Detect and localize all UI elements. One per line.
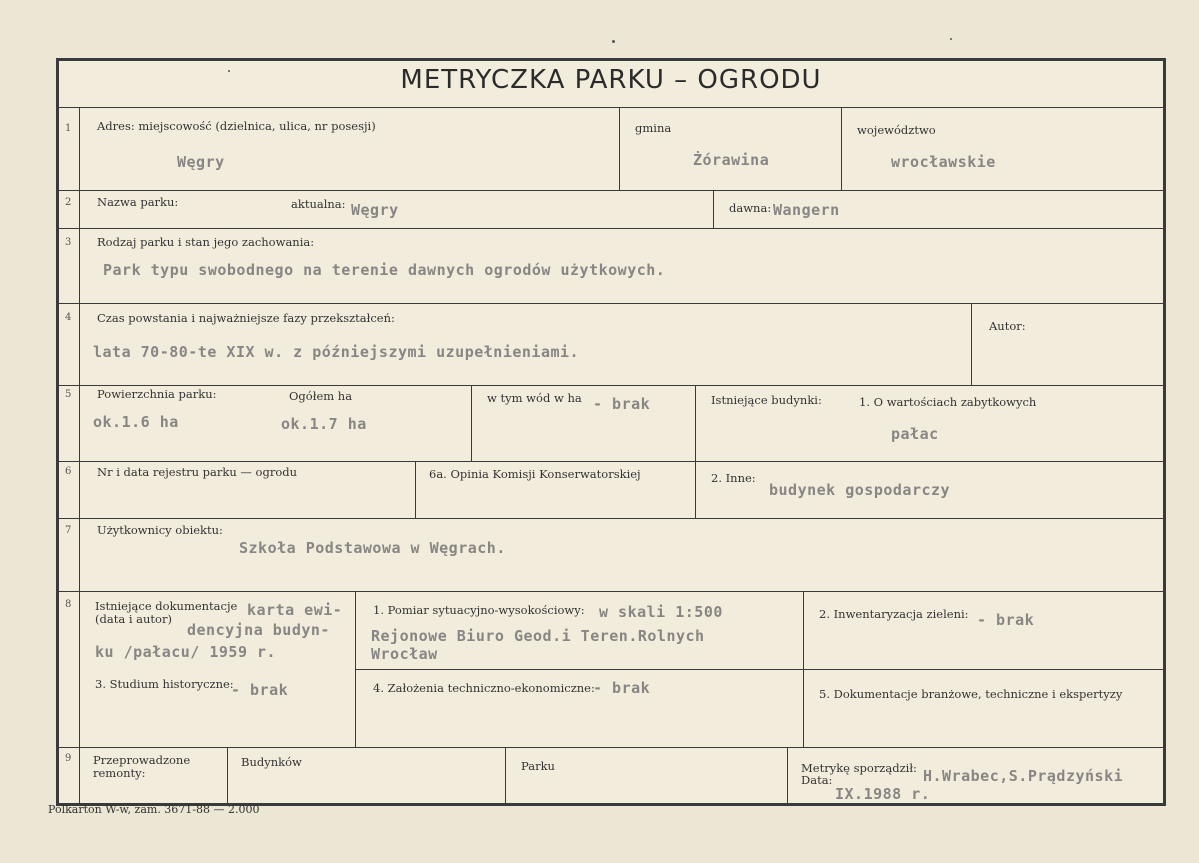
divider bbox=[803, 591, 804, 747]
park-type-value: Park typu swobodnego na terenie dawnych ogrodów użytkowych. bbox=[103, 261, 666, 279]
greenery-inventory-label: 2. Inwentaryzacja zieleni: bbox=[819, 607, 969, 621]
current-name-label: aktualna: bbox=[291, 197, 346, 211]
register-label: Nr i data rejestru parku — ogrodu bbox=[97, 465, 298, 479]
existing-docs-value: dencyjna budyn- bbox=[187, 621, 330, 639]
number-column-separator bbox=[79, 107, 80, 803]
print-footer: Polkarton W-w, zam. 3671-88 — 2.000 bbox=[48, 803, 260, 816]
existing-docs-value: ku /pałacu/ 1959 r. bbox=[95, 643, 277, 661]
other-buildings-value: budynek gospodarczy bbox=[769, 481, 951, 499]
divider bbox=[695, 385, 696, 518]
total-area-label: Ogółem ha bbox=[289, 389, 353, 403]
greenery-inventory-value: - brak bbox=[977, 611, 1035, 629]
creation-time-value: lata 70-80-te XIX w. z późniejszymi uzupełnieniami. bbox=[93, 343, 580, 361]
address-value: Węgry bbox=[177, 153, 225, 171]
row-number: 5 bbox=[65, 389, 72, 400]
voivodeship-value: wrocławskie bbox=[891, 153, 996, 171]
divider bbox=[59, 385, 1163, 386]
park-area-value: ok.1.6 ha bbox=[93, 413, 179, 431]
survey-value: Rejonowe Biuro Geod.i Teren.Rolnych bbox=[371, 627, 705, 645]
gmina-label: gmina bbox=[635, 121, 672, 135]
divider bbox=[505, 747, 506, 803]
divider bbox=[59, 228, 1163, 229]
divider bbox=[59, 591, 1163, 592]
repairs-buildings-label: Budynków bbox=[241, 755, 302, 769]
address-label: Adres: miejscowość (dzielnica, ulica, nr posesji) bbox=[97, 119, 376, 133]
row-number: 7 bbox=[65, 525, 72, 536]
existing-buildings-label: Istniejące budynki: bbox=[711, 393, 822, 407]
divider bbox=[787, 747, 788, 803]
divider bbox=[415, 461, 416, 518]
park-area-label: Powierzchnia parku: bbox=[97, 387, 217, 401]
repairs-park-label: Parku bbox=[521, 759, 555, 773]
divider bbox=[59, 461, 1163, 462]
historical-study-value: - brak bbox=[231, 681, 289, 699]
existing-docs-sublabel: (data i autor) bbox=[95, 612, 172, 626]
paper-speck bbox=[228, 70, 230, 72]
tech-econ-value: - brak bbox=[593, 679, 651, 697]
other-docs-label: 5. Dokumentacje branżowe, techniczne i ekspertyzy bbox=[819, 687, 1123, 701]
gmina-value: Żórawina bbox=[693, 151, 770, 169]
divider bbox=[713, 190, 714, 228]
park-type-label: Rodzaj parku i stan jego zachowania: bbox=[97, 235, 315, 249]
water-area-label: w tym wód w ha bbox=[487, 391, 582, 405]
tech-econ-label: 4. Założenia techniczno-ekonomiczne: bbox=[373, 681, 595, 695]
paper-speck bbox=[612, 40, 615, 43]
survey-value: Wrocław bbox=[371, 645, 438, 663]
users-label: Użytkownicy obiektu: bbox=[97, 523, 223, 537]
current-name-value: Węgry bbox=[351, 201, 399, 219]
monument-buildings-label: 1. O wartościach zabytkowych bbox=[859, 395, 1037, 409]
total-area-value: ok.1.7 ha bbox=[281, 415, 367, 433]
date-value: IX.1988 r. bbox=[835, 785, 931, 803]
creation-time-label: Czas powstania i najważniejsze fazy przekształceń: bbox=[97, 311, 395, 325]
divider bbox=[59, 518, 1163, 519]
row-number: 1 bbox=[65, 123, 72, 134]
monument-buildings-value: pałac bbox=[891, 425, 939, 443]
row-number: 6 bbox=[65, 466, 72, 477]
divider bbox=[355, 669, 1163, 670]
other-buildings-label: 2. Inne: bbox=[711, 471, 756, 485]
divider bbox=[971, 303, 972, 385]
author-label: Autor: bbox=[989, 319, 1026, 333]
row-number: 4 bbox=[65, 312, 72, 323]
divider bbox=[471, 385, 472, 461]
divider bbox=[59, 303, 1163, 304]
form-title: METRYCZKA PARKU – OGRODU bbox=[400, 65, 822, 95]
row-number: 8 bbox=[65, 599, 72, 610]
row-number: 9 bbox=[65, 753, 72, 764]
date-label: Data: bbox=[801, 773, 833, 787]
park-name-label: Nazwa parku: bbox=[97, 195, 179, 209]
row-number: 2 bbox=[65, 197, 72, 208]
row-number: 3 bbox=[65, 237, 72, 248]
survey-label: 1. Pomiar sytuacyjno-wysokościowy: bbox=[373, 603, 585, 617]
paper-speck bbox=[950, 38, 952, 40]
opinion-label: 6a. Opinia Komisji Konserwatorskiej bbox=[429, 467, 641, 481]
form-card bbox=[56, 58, 1166, 806]
divider bbox=[59, 190, 1163, 191]
historical-study-label: 3. Studium historyczne: bbox=[95, 677, 234, 691]
former-name-value: Wangern bbox=[773, 201, 840, 219]
existing-docs-label: Istniejące dokumentacje bbox=[95, 599, 238, 613]
divider bbox=[619, 107, 620, 190]
divider bbox=[59, 747, 1163, 748]
water-area-value: - brak bbox=[593, 395, 651, 413]
survey-value: w skali 1:500 bbox=[599, 603, 723, 621]
compiled-by-label: Metrykę sporządził: bbox=[801, 761, 917, 775]
repairs-label: Przeprowadzone bbox=[93, 753, 191, 767]
voivodeship-label: województwo bbox=[857, 123, 936, 137]
existing-docs-value: karta ewi- bbox=[247, 601, 343, 619]
compiled-by-value: H.Wrabec,S.Prądzyński bbox=[923, 767, 1124, 785]
divider bbox=[59, 107, 1163, 108]
repairs-sublabel: remonty: bbox=[93, 766, 146, 780]
divider bbox=[355, 591, 356, 747]
former-name-label: dawna: bbox=[729, 201, 772, 215]
divider bbox=[227, 747, 228, 803]
divider bbox=[841, 107, 842, 190]
users-value: Szkoła Podstawowa w Węgrach. bbox=[239, 539, 506, 557]
